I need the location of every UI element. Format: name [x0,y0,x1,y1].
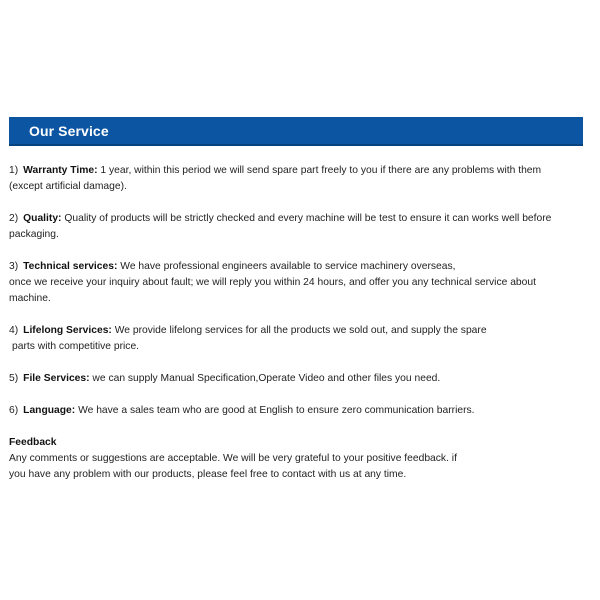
service-item-first-line [9,371,587,387]
item-text: we can supply Manual Specification,Operate Video and other files you need. [89,373,441,384]
item-continuation: parts with competitive price. [12,341,140,352]
feedback-text-line: Any comments or suggestions are acceptable. We will be very grateful to your positive feedback. if [9,453,457,464]
item-continuation: (except artificial damage). [9,181,127,192]
item-label: Language: [23,405,76,416]
feedback-title: Feedback [9,437,57,448]
feedback-text-line: you have any problem with our products, please feel free to contact with us at any time. [9,469,407,480]
section-title: Our Service [29,123,109,139]
service-item-language [9,403,587,419]
service-item-first-line [9,323,587,339]
item-text: Quality of products will be strictly checked and every machine will be test to ensure it can works well before [61,213,552,224]
service-item-first-line [9,259,587,275]
feedback-section [9,435,587,483]
item-number: 6) [9,405,19,416]
item-continuation: machine. [9,293,51,304]
service-item-first-line [9,403,587,419]
item-label: Warranty Time: [23,165,98,176]
item-number: 4) [9,325,19,336]
item-continuation: once we receive your inquiry about fault; we will reply you within 24 hours, and offer you any technical service about [9,277,536,288]
item-text: We provide lifelong services for all the products we sold out, and supply the spare [111,325,487,336]
item-number: 5) [9,373,19,384]
item-label: File Services: [23,373,90,384]
service-item-technical [9,259,587,307]
service-item-lifelong [9,323,587,355]
item-label: Quality: [23,213,62,224]
section-header-bar [9,117,583,146]
service-item-file [9,371,587,387]
service-item-warranty [9,163,587,195]
service-item-quality [9,211,587,243]
item-text: 1 year, within this period we will send spare part freely to you if there are any problems with them [97,165,542,176]
item-label: Technical services: [23,261,118,272]
item-text: We have a sales team who are good at English to ensure zero communication barriers. [75,405,475,416]
service-content [9,163,587,499]
item-label: Lifelong Services: [23,325,112,336]
item-number: 3) [9,261,19,272]
service-item-first-line [9,163,587,179]
service-item-first-line [9,211,587,227]
item-text: We have professional engineers available to service machinery overseas, [117,261,456,272]
item-number: 2) [9,213,19,224]
item-number: 1) [9,165,19,176]
item-continuation: packaging. [9,229,59,240]
